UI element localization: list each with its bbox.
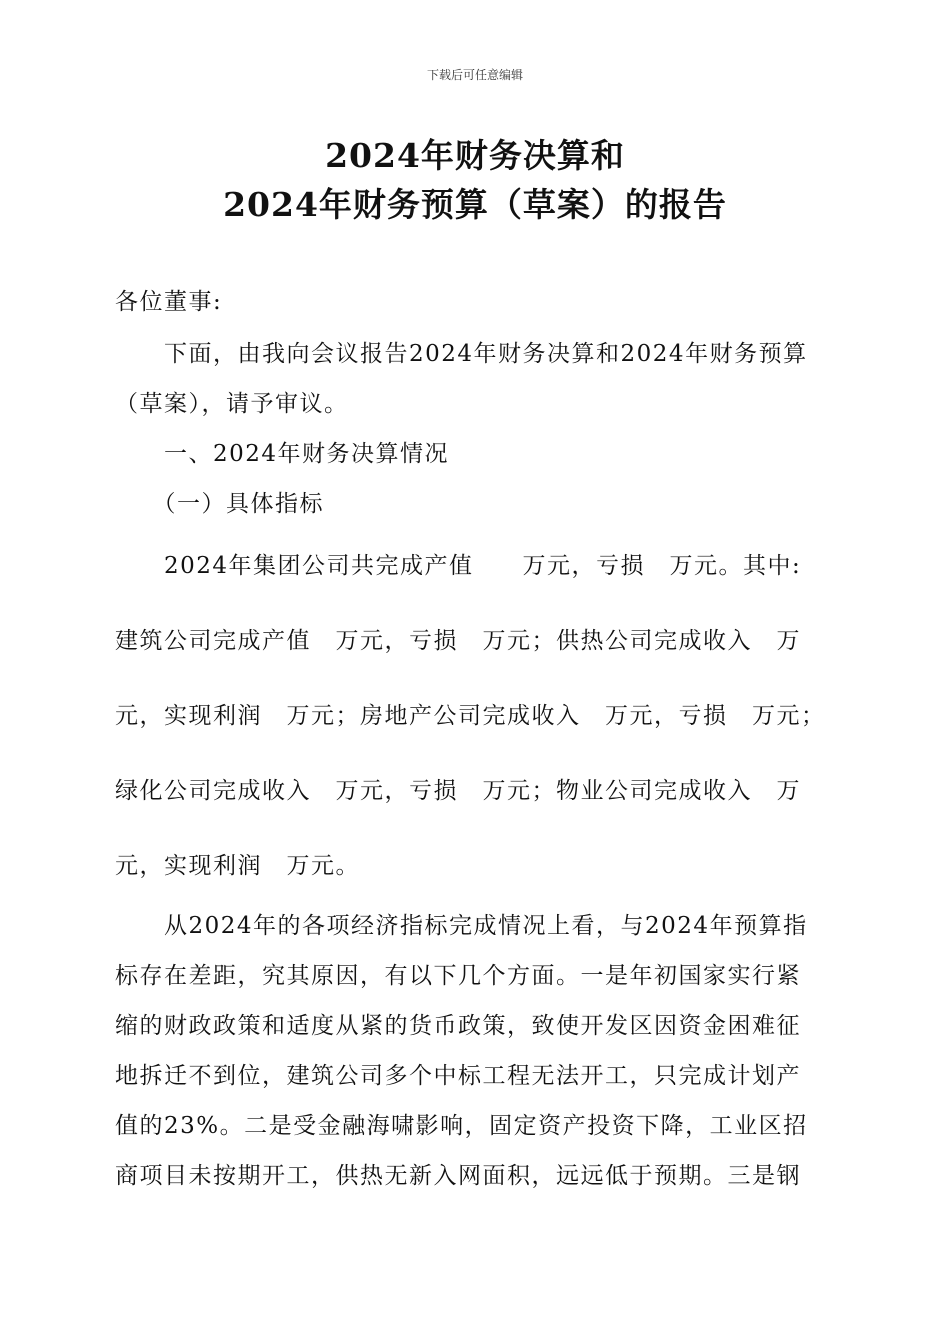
body-line: 从2024年的各项经济指标完成情况上看，与2024年预算指: [115, 913, 808, 939]
body-line: 绿化公司完成收入 万元，亏损 万元；物业公司完成收入 万: [115, 778, 801, 804]
body-line: 下面，由我向会议报告2024年财务决算和2024年财务预算: [115, 341, 808, 367]
body-line: 标存在差距，究其原因，有以下几个方面。一是年初国家实行紧: [115, 963, 801, 989]
body-line: 缩的财政政策和适度从紧的货币政策，致使开发区因资金困难征: [115, 1013, 801, 1039]
body-line: 元，实现利润 万元。: [115, 853, 360, 879]
salutation: 各位董事:: [115, 289, 223, 315]
report-title-line-2: 2024年财务预算（草案）的报告: [223, 185, 727, 224]
section-heading: 一、2024年财务决算情况: [115, 441, 450, 467]
subsection-heading: （一）具体指标: [115, 491, 324, 517]
body-line: （草案），请予审议。: [115, 391, 349, 417]
body-line: 地拆迁不到位，建筑公司多个中标工程无法开工，只完成计划产: [115, 1063, 801, 1089]
header-note: 下载后可任意编辑: [426, 68, 523, 82]
body-line: 2024年集团公司共完成产值 万元，亏损 万元。其中:: [115, 553, 802, 579]
body-line: 商项目未按期开工，供热无新入网面积，远远低于预期。三是钢: [115, 1163, 801, 1189]
body-line: 建筑公司完成产值 万元，亏损 万元；供热公司完成收入 万: [115, 628, 801, 654]
body-line: 元，实现利润 万元；房地产公司完成收入 万元，亏损 万元；: [115, 703, 826, 729]
body-line: 值的23%。二是受金融海啸影响，固定资产投资下降，工业区招: [115, 1113, 808, 1139]
report-title-line-1: 2024年财务决算和: [325, 136, 625, 175]
